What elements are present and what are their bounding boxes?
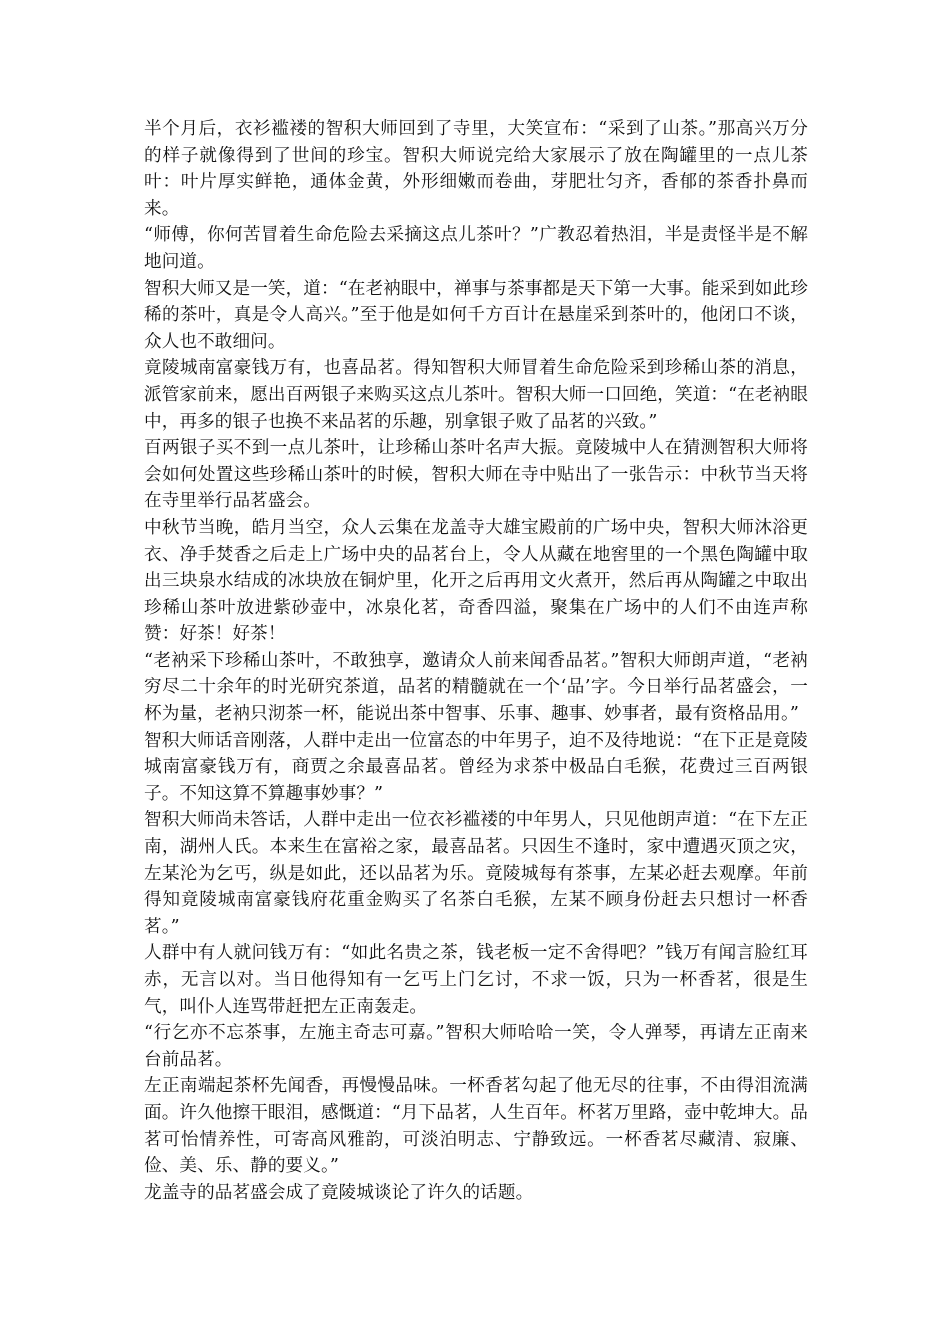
paragraph: 竟陵城南富豪钱万有，也喜品茗。得知智积大师冒着生命危险采到珍稀山茶的消息，派管家前来，愿出百两银子来购买这点儿茶叶。智积大师一口回绝，笑道：“在老衲眼中，再多的银子也换不来品茗的乐趣，别拿银子败了品茗的兴致。”	[144, 358, 808, 432]
paragraph: 智积大师又是一笑，道：“在老衲眼中，禅事与茶事都是天下第一大事。能采到如此珍稀的茶叶，真是令人高兴。”至于他是如何千方百计在悬崖采到茶叶的，他闭口不谈，众人也不敢细问。	[144, 278, 808, 352]
paragraph: 龙盖寺的品茗盛会成了竟陵城谈论了许久的话题。	[144, 1182, 534, 1203]
paragraph: 中秋节当晚，皓月当空，众人云集在龙盖寺大雄宝殿前的广场中央，智积大师沐浴更衣、净手焚香之后走上广场中央的品茗台上，令人从藏在地窖里的一个黑色陶罐中取出三块泉水结成的冰块放在铜炉里，化开之后再用文火煮开，然后再从陶罐之中取出珍稀山茶叶放进紫砂壶中，冰泉化茗，奇香四溢，聚集在广场中的人们不由连声称赞：好茶！好茶！	[144, 517, 808, 645]
paragraph: “师傅，你何苦冒着生命危险去采摘这点儿茶叶？”广教忍着热泪，半是责怪半是不解地问道。	[144, 225, 808, 272]
paragraph: 人群中有人就问钱万有：“如此名贵之茶，钱老板一定不舍得吧？”钱万有闻言脸红耳赤，无言以对。当日他得知有一乞丐上门乞讨，不求一饭，只为一杯香茗，很是生气，叫仆人连骂带赶把左正南轰走。	[144, 943, 808, 1017]
paragraph: “行乞亦不忘茶事，左施主奇志可嘉。”智积大师哈哈一笑，令人弹琴，再请左正南来台前品茗。	[144, 1023, 808, 1070]
paragraph: “老衲采下珍稀山茶叶，不敢独享，邀请众人前来闻香品茗。”智积大师朗声道，“老衲穷尽二十余年的时光研究茶道，品茗的精髓就在一个‘品’字。今日举行品茗盛会，一杯为量，老衲只沏茶一杯，能说出茶中智事、乐事、趣事、妙事者，最有资格品用。”	[144, 650, 808, 725]
paragraph: 智积大师话音刚落，人群中走出一位富态的中年男子，迫不及待地说：“在下正是竟陵城南富豪钱万有，商贾之余最喜品茗。曾经为求茶中极品白毛猴，花费过三百两银子。不知这算不算趣事妙事？”	[144, 730, 808, 804]
document-body	[144, 116, 808, 1206]
paragraph: 百两银子买不到一点儿茶叶，让珍稀山茶叶名声大振。竟陵城中人在猜测智积大师将会如何处置这些珍稀山茶叶的时候，智积大师在寺中贴出了一张告示：中秋节当天将在寺里举行品茗盛会。	[144, 438, 808, 512]
paragraph: 左正南端起茶杯先闻香，再慢慢品味。一杯香茗勾起了他无尽的往事，不由得泪流满面。许久他擦干眼泪，感慨道：“月下品茗，人生百年。杯茗万里路，壶中乾坤大。品茗可怡情养性，可寄高风雅韵，可淡泊明志、宁静致远。一杯香茗尽藏清、寂廉、俭、美、乐、静的要义。”	[144, 1076, 808, 1177]
paragraph: 半个月后，衣衫褴褛的智积大师回到了寺里，大笑宣布：“采到了山茶。”那高兴万分的样子就像得到了世间的珍宝。智积大师说完给大家展示了放在陶罐里的一点儿茶叶：叶片厚实鲜艳，通体金黄，外形细嫩而卷曲，芽肥壮匀齐，香郁的茶香扑鼻而来。	[144, 119, 808, 219]
paragraph: 智积大师尚未答话，人群中走出一位衣衫褴褛的中年男人，只见他朗声道：“在下左正南，湖州人氏。本来生在富裕之家，最喜品茗。只因生不逢时，家中遭遇灭顶之灾，左某沦为乞丐，纵是如此，还以品茗为乐。竟陵城每有茶事，左某必赶去观摩。年前得知竟陵城南富豪钱府花重金购买了名茶白毛猴，左某不顾身份赶去只想讨一杯香茗。”	[144, 810, 808, 937]
